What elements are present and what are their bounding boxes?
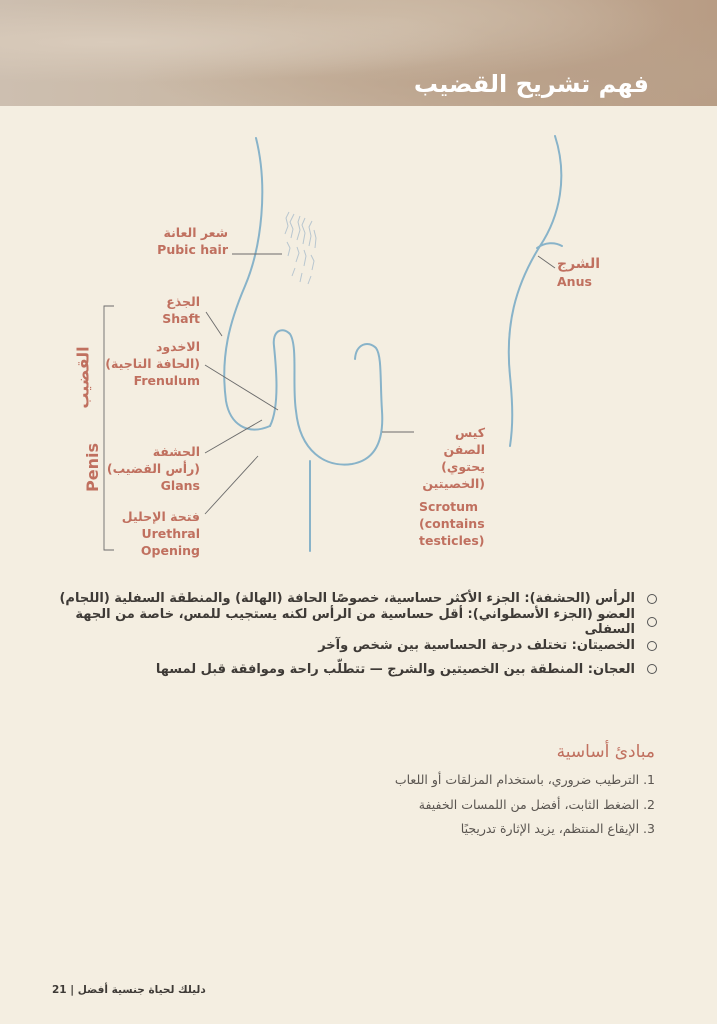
bullet-circle-icon [647,617,657,627]
pubic-hair-en: Pubic hair [157,242,228,257]
glans-ar2: (رأس القضيب) [106,461,200,476]
page-title: فهم تشريح القضيب [413,70,649,98]
leader-shaft [206,312,222,336]
label-scrotum [419,424,485,549]
body-outline-right [509,136,562,446]
penis-group-label-en: Penis [82,443,102,492]
urethral-en2: Opening [140,543,200,558]
urethral-en1: Urethral [141,526,200,541]
scrotum-ar1: كيس الصفن [443,425,485,457]
frenulum-ar1: الاخدود [155,339,200,354]
scrotum-en2: (contains [419,516,485,531]
label-pubic-hair [157,224,228,258]
scrotum-en3: testicles) [419,533,485,548]
list-item [57,658,657,682]
penis-group-label-ar: القضيب [73,346,93,409]
principle-item: 3. الإيقاع المنتظم، يزيد الإثارة تدريجيًا [460,821,655,836]
glans-ar1: الحشفة [152,444,200,459]
pubic-hair-icon [285,212,316,284]
label-frenulum [105,338,200,389]
pubic-hair-ar: شعر العانة [163,225,228,240]
anatomy-diagram [0,106,717,576]
leader-urethral [205,456,258,514]
list-item-text: الخصيتان: تختلف درجة الحساسية بين شخص وآخر [318,638,635,654]
bullet-circle-icon [647,641,657,651]
sensitivity-list [57,587,657,681]
shaft-ar: الجذع [166,294,200,309]
list-item [57,607,657,638]
header-banner [0,0,717,106]
bullet-circle-icon [647,664,657,674]
scrotum-en1: Scrotum [419,499,479,514]
principle-item: 1. الترطيب ضروري، باستخدام المزلقات أو اللعاب [394,772,655,787]
scrotum-ar3: الخصيتين) [422,476,485,491]
frenulum-ar2: (الحافة التاجية) [105,356,200,371]
body-outline-left [224,138,270,430]
principles-section [395,742,655,846]
urethral-ar: فتحة الإحليل [121,509,200,524]
leader-frenulum [205,365,278,410]
glans-en: Glans [160,478,200,493]
label-glans [107,443,200,494]
principle-item: 2. الضغط الثابت، أفضل من اللمسات الخفيفة [418,796,655,812]
scrotum-outline [296,344,382,465]
label-urethral-opening [122,508,200,559]
label-anus [557,256,600,290]
anus-ar: الشرج [557,256,601,272]
leader-anus [538,256,555,268]
list-item-text: العضو (الجزء الأسطواني): أقل حساسية من الرأس لكنه يستجيب للمس، خاصة من الجهة السفلى [75,607,635,638]
list-item-text: الرأس (الحشفة): الجزء الأكثر حساسية، خصوصًا الحافة (الهالة) والمنطقة السفلية (اللجام) [59,591,635,607]
shaft-en: Shaft [162,311,200,326]
principles-title: مبادئ أساسية [556,742,655,762]
shaft-outline [270,330,296,426]
page-footer: دليلك لحياة جنسية أفضل | 21 [52,984,206,996]
label-shaft [162,293,200,327]
bullet-circle-icon [647,594,657,604]
frenulum-en: Frenulum [133,373,200,388]
list-item-text: العجان: المنطقة بين الخصيتين والشرج — تتطلّب راحة وموافقة قبل لمسها [155,661,635,677]
leader-glans [205,420,262,453]
list-item [57,634,657,658]
scrotum-ar2: (يحتوي [441,459,485,474]
anus-en: Anus [557,274,592,289]
